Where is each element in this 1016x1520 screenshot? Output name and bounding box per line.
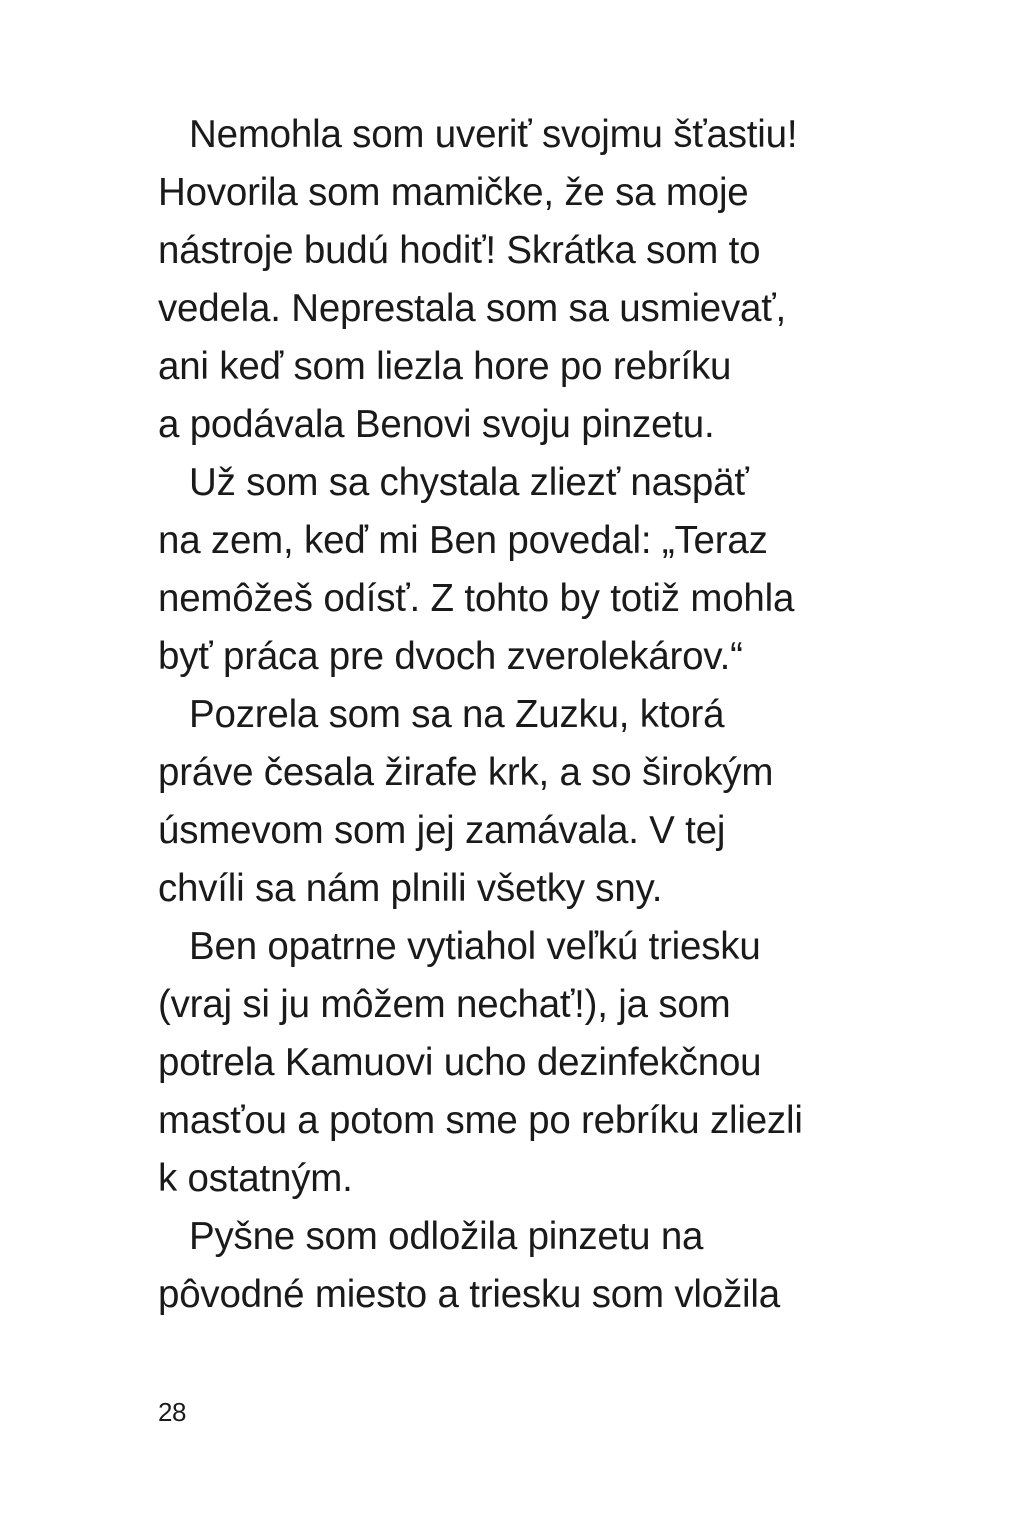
- text-line: a podávala Benovi svoju pinzetu.: [158, 403, 715, 446]
- text-line: k ostatným.: [158, 1157, 353, 1200]
- text-line: úsmevom som jej zamávala. V tej: [158, 809, 726, 852]
- text-line: Hovorila som mamičke, že sa moje: [158, 171, 749, 214]
- text-line: vedela. Neprestala som sa usmievať,: [158, 287, 787, 330]
- text-line: potrela Kamuovi ucho dezinfekčnou: [158, 1041, 762, 1084]
- text-line: chvíli sa nám plnili všetky sny.: [158, 867, 663, 910]
- text-line: na zem, keď mi Ben povedal: „Teraz: [158, 519, 768, 562]
- text-line: práve česala žirafe krk, a so širokým: [158, 751, 774, 794]
- text-line: ani keď som liezla hore po rebríku: [158, 345, 732, 388]
- text-line: Pyšne som odložila pinzetu na: [189, 1215, 704, 1258]
- text-line: Nemohla som uveriť svojmu šťastiu!: [189, 113, 798, 156]
- body-text: [158, 106, 878, 1324]
- page-number: 28: [158, 1397, 186, 1427]
- text-line: masťou a potom sme po rebríku zliezli: [158, 1099, 803, 1142]
- text-line: Ben opatrne vytiahol veľkú triesku: [189, 925, 761, 968]
- text-line: pôvodné miesto a triesku som vložila: [158, 1273, 780, 1316]
- text-line: nástroje budú hodiť! Skrátka som to: [158, 229, 761, 272]
- text-line: byť práca pre dvoch zverolekárov.“: [158, 635, 743, 678]
- text-line: (vraj si ju môžem nechať!), ja som: [158, 983, 731, 1026]
- text-line: Pozrela som sa na Zuzku, ktorá: [189, 693, 725, 736]
- text-line: Už som sa chystala zliezť naspäť: [189, 461, 749, 504]
- text-line: nemôžeš odísť. Z tohto by totiž mohla: [158, 577, 795, 620]
